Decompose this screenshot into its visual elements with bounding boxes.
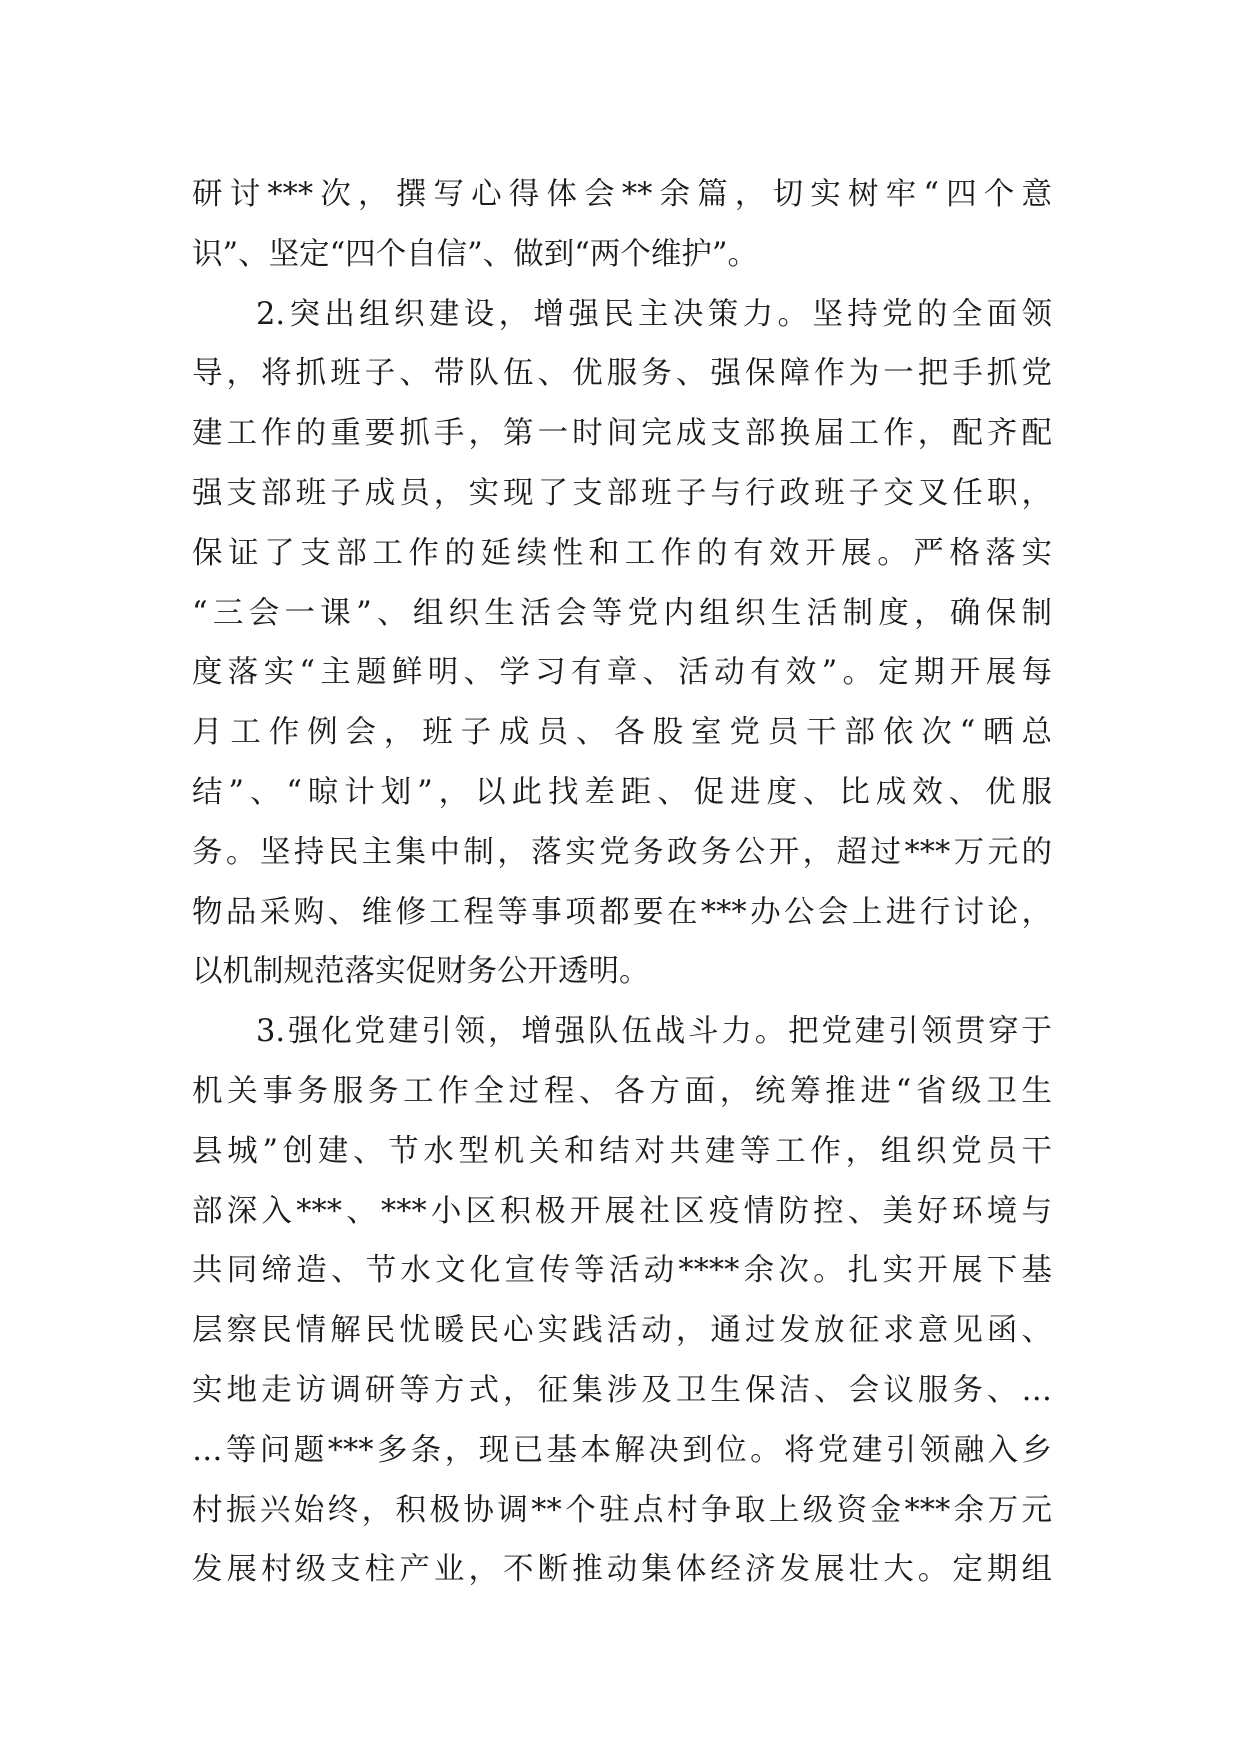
text-line: 导，将抓班子、带队伍、优服务、强保障作为一把手抓党 [192,356,1052,392]
text-line: 县城”创建、节水型机关和结对共建等工作，组织党员干 [192,1133,1052,1169]
text-line: 村振兴始终，积极协调**个驻点村争取上级资金***余万元 [192,1492,1052,1528]
text-line: 共同缔造、节水文化宣传等活动****余次。扎实开展下基 [192,1253,1052,1289]
text-line: 保证了支部工作的延续性和工作的有效开展。严格落实 [192,535,1052,571]
text-line: 结”、“晾计划”，以此找差距、促进度、比成效、优服 [192,774,1052,810]
text-line: 务。坚持民主集中制，落实党务政务公开，超过***万元的 [192,834,1052,870]
paragraph-2-heading-line: 2.突出组织建设，增强民主决策力。坚持党的全面领 [256,296,1052,332]
text-line: 以机制规范落实促财务公开透明。 [192,954,650,990]
text-line: …等问题***多条，现已基本解决到位。将党建引领融入乡 [192,1432,1052,1468]
text-line: 部深入***、***小区积极开展社区疫情防控、美好环境与 [192,1193,1052,1229]
text-line: 建工作的重要抓手，第一时间完成支部换届工作，配齐配 [192,416,1052,452]
text-line: 发展村级支柱产业，不断推动集体经济发展壮大。定期组 [192,1552,1052,1588]
text-line: 机关事务服务工作全过程、各方面，统筹推进“省级卫生 [192,1073,1052,1109]
text-line: 强支部班子成员，实现了支部班子与行政班子交叉任职， [192,475,1052,511]
text-line: 识”、坚定“四个自信”、做到“两个维护”。 [192,236,758,272]
text-line: “三会一课”、组织生活会等党内组织生活制度，确保制 [192,595,1052,631]
text-line: 物品采购、维修工程等事项都要在***办公会上进行讨论， [192,894,1052,930]
text-line: 度落实“主题鲜明、学习有章、活动有效”。定期开展每 [192,655,1052,691]
text-line: 实地走访调研等方式，征集涉及卫生保洁、会议服务、… [192,1372,1052,1408]
text-line: 月工作例会，班子成员、各股室党员干部依次“晒总 [192,715,1052,751]
document-body [192,165,1052,1600]
text-line: 研讨***次，撰写心得体会**余篇，切实树牢“四个意 [192,177,1052,212]
paragraph-3-heading-line: 3.强化党建引领，增强队伍战斗力。把党建引领贯穿于 [256,1014,1052,1050]
text-line: 层察民情解民忧暖民心实践活动，通过发放征求意见函、 [192,1313,1052,1349]
